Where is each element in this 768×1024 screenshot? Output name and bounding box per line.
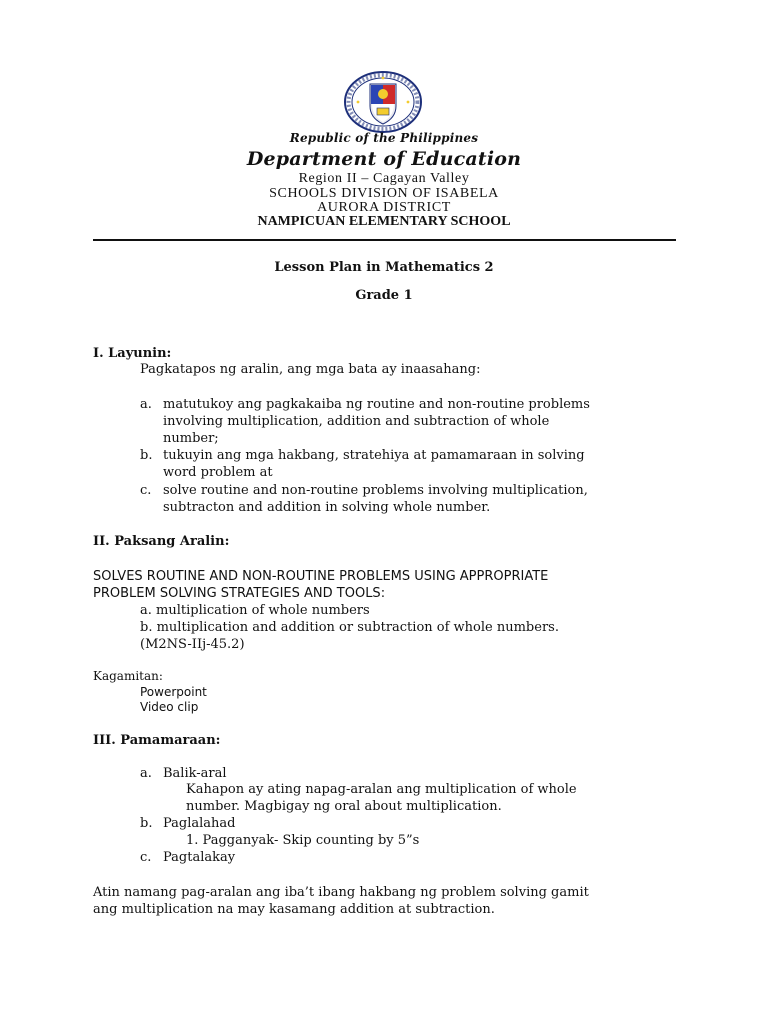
step-label-paglalahad: Paglalahad <box>163 816 236 831</box>
closing-paragraph-line: ang multiplication na may kasamang addition at subtraction. <box>93 902 495 917</box>
closing-paragraph-line: Atin namang pag-aralan ang iba’t ibang hakbang ng problem solving gamit <box>93 885 589 900</box>
deped-seal-logo <box>342 70 424 134</box>
topic-line: SOLVES ROUTINE AND NON-ROUTINE PROBLEMS USING APPROPRIATE <box>93 569 549 584</box>
department-heading: Department of Education <box>246 148 522 170</box>
material-item: Video clip <box>140 700 199 714</box>
grade-label: Grade 1 <box>355 288 413 303</box>
section-heading-layunin: I. Layunin: <box>93 346 172 361</box>
lesson-title: Lesson Plan in Mathematics 2 <box>274 260 494 275</box>
pagganyak-item: 1. Pagganyak- Skip counting by 5”s <box>186 833 420 848</box>
subtopic-line: a. multiplication of whole numbers <box>140 603 370 618</box>
objective-marker: a. <box>140 397 152 412</box>
objective-line: word problem at <box>163 465 273 480</box>
step-marker: a. <box>140 766 152 781</box>
subtopic-line: b. multiplication and addition or subtraction of whole numbers. <box>140 620 559 635</box>
step-label-balik-aral: Balik-aral <box>163 766 227 781</box>
objective-line: tukuyin ang mga hakbang, stratehiya at pamamaraan in solving <box>163 448 585 463</box>
step-marker: b. <box>140 816 153 831</box>
objective-line: number; <box>163 431 219 446</box>
step-description-line: number. Magbigay ng oral about multiplication. <box>186 799 502 814</box>
objective-line: solve routine and non-routine problems involving multiplication, <box>163 483 588 498</box>
objective-marker: b. <box>140 448 153 463</box>
division-line: SCHOOLS DIVISION OF ISABELA <box>269 186 499 201</box>
section-heading-pamamaraan: III. Pamamaraan: <box>93 733 221 748</box>
header-divider <box>93 239 676 241</box>
section-heading-paksang-aralin: II. Paksang Aralin: <box>93 534 230 549</box>
material-item: Powerpoint <box>140 685 207 699</box>
step-label-pagtalakay: Pagtalakay <box>163 850 236 865</box>
school-name: NAMPICUAN ELEMENTARY SCHOOL <box>257 214 511 229</box>
step-marker: c. <box>140 850 152 865</box>
objective-line: involving multiplication, addition and subtraction of whole <box>163 414 550 429</box>
objective-line: matutukoy ang pagkakaiba ng routine and non-routine problems <box>163 397 590 412</box>
district-line: AURORA DISTRICT <box>317 200 451 215</box>
objective-marker: c. <box>140 483 152 498</box>
layunin-intro: Pagkatapos ng aralin, ang mga bata ay inaasahang: <box>140 362 481 377</box>
competency-code: (M2NS-IIj-45.2) <box>140 637 245 652</box>
topic-line: PROBLEM SOLVING STRATEGIES AND TOOLS: <box>93 586 386 601</box>
step-description-line: Kahapon ay ating napag-aralan ang multiplication of whole <box>186 782 577 797</box>
region-line: Region II – Cagayan Valley <box>298 171 470 186</box>
kagamitan-label: Kagamitan: <box>93 669 163 683</box>
objective-line: subtracton and addition in solving whole number. <box>163 500 491 515</box>
republic-heading: Republic of the Philippines <box>289 131 479 145</box>
